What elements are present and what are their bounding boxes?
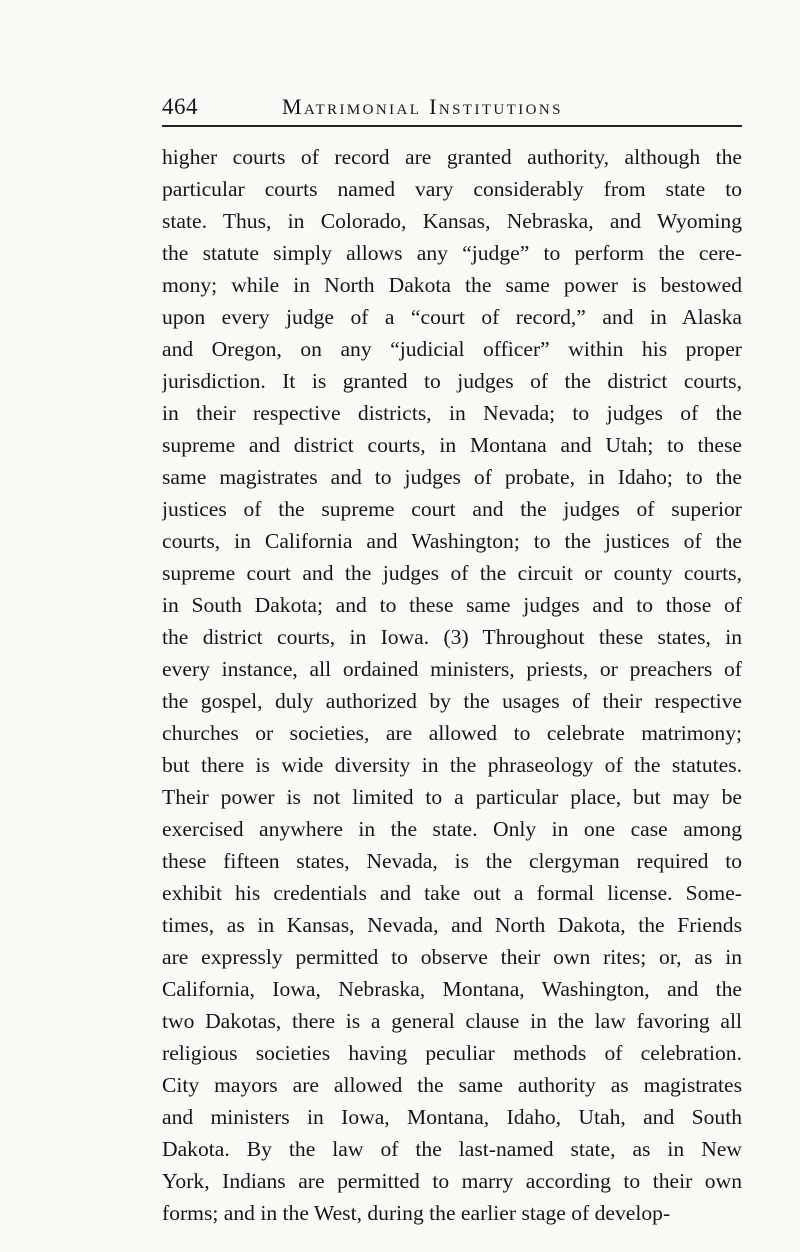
- text-line: higher courts of record are granted authority, although the: [162, 145, 742, 169]
- text-line: exercised anywhere in the state. Only in one case among: [162, 817, 742, 841]
- text-line: but there is wide diversity in the phraseology of the statutes.: [162, 753, 742, 777]
- text-line: California, Iowa, Nebraska, Montana, Washington, and the: [162, 977, 742, 1001]
- text-line: the district courts, in Iowa. (3) Throughout these states, in: [162, 625, 742, 649]
- running-title: Matrimonial Institutions: [282, 94, 563, 119]
- text-line: same magistrates and to judges of probate, in Idaho; to the: [162, 465, 742, 489]
- text-line: forms; and in the West, during the earlier stage of develop-: [162, 1201, 671, 1225]
- text-line: justices of the supreme court and the judges of superior: [162, 497, 742, 521]
- text-line: supreme court and the judges of the circuit or county courts,: [162, 561, 742, 585]
- text-line: the statute simply allows any “judge” to perform the cere-: [162, 241, 742, 265]
- body-text: [162, 141, 742, 1229]
- running-head: [162, 94, 742, 124]
- text-line: churches or societies, are allowed to celebrate matrimony;: [162, 721, 742, 745]
- text-line: the gospel, duly authorized by the usages of their respective: [162, 689, 742, 713]
- text-line: particular courts named vary considerably from state to: [162, 177, 742, 201]
- text-line: exhibit his credentials and take out a formal license. Some-: [162, 881, 742, 905]
- text-line: religious societies having peculiar methods of celebration.: [162, 1041, 742, 1065]
- text-line: mony; while in North Dakota the same power is bestowed: [162, 273, 742, 297]
- book-page: [162, 0, 742, 1252]
- text-line: state. Thus, in Colorado, Kansas, Nebraska, and Wyoming: [162, 209, 742, 233]
- text-line: in South Dakota; and to these same judges and to those of: [162, 593, 742, 617]
- text-line: times, as in Kansas, Nevada, and North Dakota, the Friends: [162, 913, 742, 937]
- text-line: two Dakotas, there is a general clause in the law favoring all: [162, 1009, 742, 1033]
- text-line: upon every judge of a “court of record,” and in Alaska: [162, 305, 742, 329]
- text-line: York, Indians are permitted to marry according to their own: [162, 1169, 742, 1193]
- text-line: courts, in California and Washington; to the justices of the: [162, 529, 742, 553]
- text-line: Dakota. By the law of the last-named state, as in New: [162, 1137, 742, 1161]
- text-line: these fifteen states, Nevada, is the clergyman required to: [162, 849, 742, 873]
- text-line: jurisdiction. It is granted to judges of the district courts,: [162, 369, 742, 393]
- text-line: every instance, all ordained ministers, priests, or preachers of: [162, 657, 742, 681]
- text-line: City mayors are allowed the same authority as magistrates: [162, 1073, 742, 1097]
- text-line: are expressly permitted to observe their own rites; or, as in: [162, 945, 742, 969]
- text-line: and ministers in Iowa, Montana, Idaho, Utah, and South: [162, 1105, 742, 1129]
- text-line: and Oregon, on any “judicial officer” within his proper: [162, 337, 742, 361]
- text-line: in their respective districts, in Nevada; to judges of the: [162, 401, 742, 425]
- text-line: Their power is not limited to a particular place, but may be: [162, 785, 742, 809]
- page-number: 464: [162, 94, 198, 119]
- text-line: supreme and district courts, in Montana and Utah; to these: [162, 433, 742, 457]
- header-rule: [162, 125, 742, 127]
